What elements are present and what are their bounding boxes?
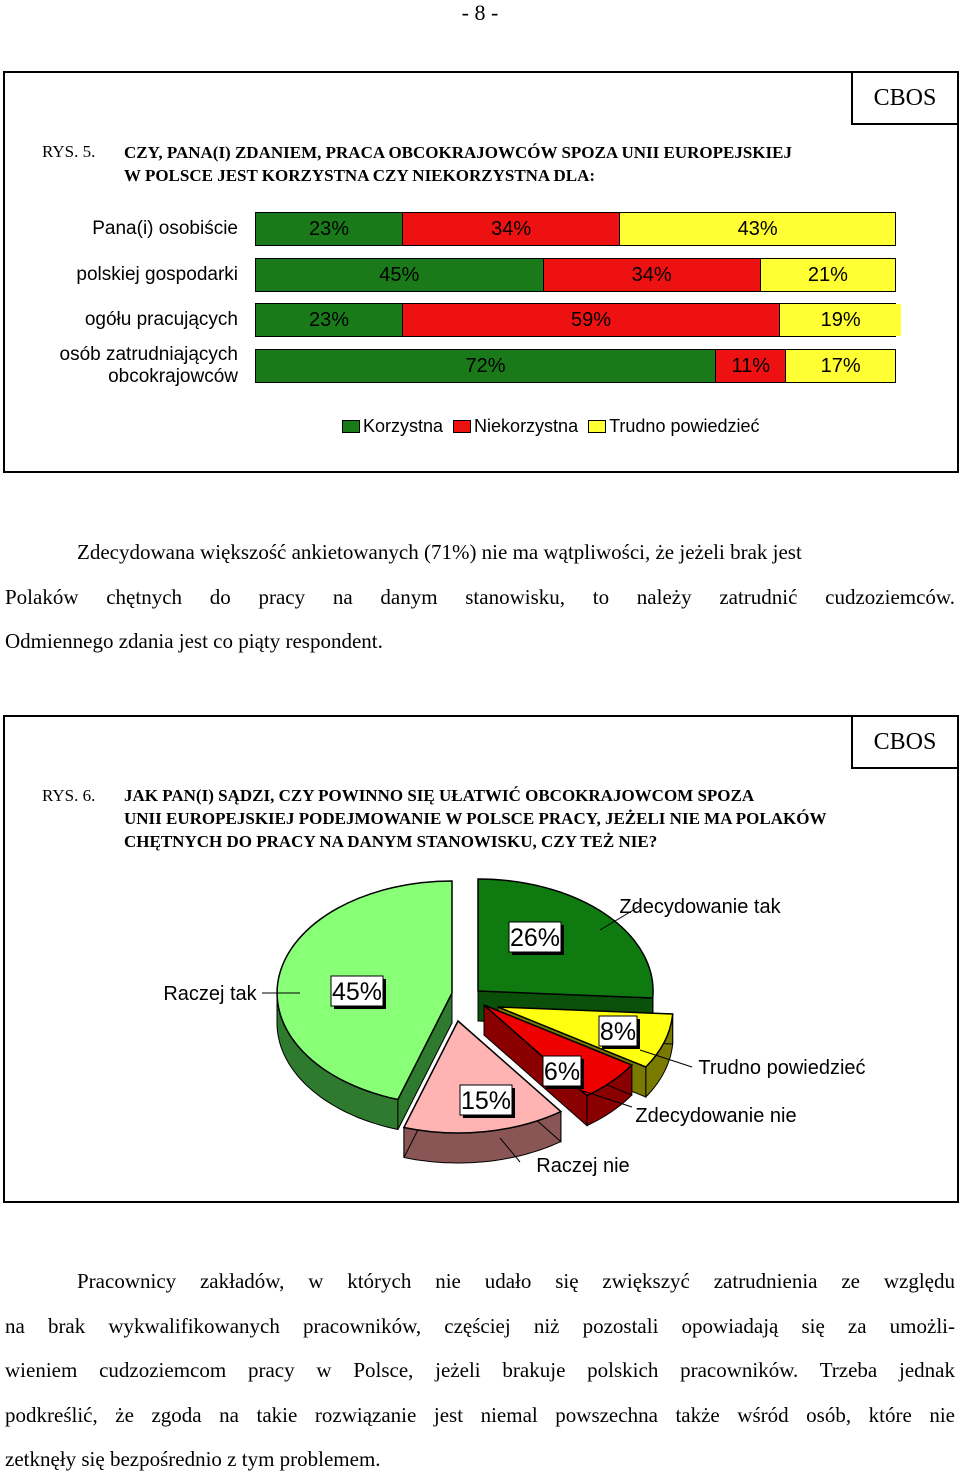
bar-segment-korzystna (256, 304, 403, 336)
bar-segment-niekorzystna (403, 213, 620, 245)
page-number: - 8 - (0, 0, 960, 26)
legend-swatch (342, 420, 360, 433)
pie-category-label: Raczej tak (163, 983, 257, 1005)
bar-value-label: 59% (571, 309, 611, 332)
bar-value-label: 43% (738, 218, 778, 241)
legend-swatch (453, 420, 471, 433)
pie-value-label: 45% (332, 978, 382, 1006)
bar-value-label: 23% (309, 218, 349, 241)
figure6-title-line1: JAK PAN(I) SĄDZI, CZY POWINNO SIĘ UŁATWIĆ OBCOKRAJOWCOM SPOZA (124, 784, 826, 807)
figure6-title-line3: CHĘTNYCH DO PRACY NA DANYM STANOWISKU, CZY TEŻ NIE? (124, 830, 826, 853)
paragraph-1-line3: Odmiennego zdania jest co piąty respondent. (5, 619, 955, 664)
figure6-cbos-badge: CBOS (851, 715, 959, 769)
bar-segment-niekorzystna (403, 304, 780, 336)
figure5-label: RYS. 5. (42, 142, 95, 162)
stacked-bar-chart (0, 0, 960, 480)
stacked-bar (255, 303, 896, 337)
bar-segment-niekorzystna (716, 350, 786, 382)
pie-chart (0, 860, 960, 1200)
figure6-label: RYS. 6. (42, 786, 95, 806)
bar-category-label (85, 309, 238, 331)
bar-segment-korzystna (256, 259, 544, 291)
pie-category-label: Zdecydowanie tak (619, 896, 781, 918)
bar-value-label: 11% (731, 355, 770, 378)
bar-category-label-line: obcokrajowców (60, 366, 239, 388)
bar-segment-niekorzystna (544, 259, 761, 291)
paragraph-2-line5: zetknęły się bezpośrednio z tym problemem. (5, 1437, 955, 1482)
stacked-bar (255, 212, 896, 246)
bar-value-label: 72% (466, 355, 506, 378)
bar-value-label: 19% (821, 309, 861, 332)
pie-value-label: 6% (544, 1058, 580, 1086)
pie-category-label: Raczej nie (536, 1155, 629, 1177)
bar-segment-trudno-powiedzieć (780, 304, 901, 336)
pie-value-label: 26% (510, 924, 560, 952)
bar-value-label: 23% (309, 309, 349, 332)
figure6-title (124, 784, 826, 853)
paragraph-2-line4: podkreślić, że zgoda na takie rozwiązanie jest niemal powszechna także wśród osób, które nie (5, 1393, 955, 1438)
pie-category-label: Zdecydowanie nie (635, 1105, 796, 1127)
bar-segment-korzystna (256, 213, 403, 245)
bar-value-label: 34% (491, 218, 531, 241)
bar-value-label: 45% (379, 264, 419, 287)
bar-chart-legend (342, 414, 770, 438)
bar-segment-trudno-powiedzieć (620, 213, 895, 245)
bar-category-label (60, 344, 239, 388)
bar-category-label (92, 218, 238, 240)
bar-value-label: 21% (808, 264, 848, 287)
legend-label: Korzystna (363, 416, 443, 437)
paragraph-2-line3: wieniem cudzoziemcom pracy w Polsce, jeżeli brakuje polskich pracowników. Trzeba jednak (5, 1348, 955, 1393)
pie-value-label: 8% (600, 1018, 636, 1046)
paragraph-1-line2: Polaków chętnych do pracy na danym stanowisku, to należy zatrudnić cudzoziemców. (5, 575, 955, 620)
bar-category-label (76, 264, 238, 286)
stacked-bar (255, 258, 896, 292)
stacked-bar (255, 349, 896, 383)
legend-item (453, 416, 578, 437)
paragraph-2 (5, 1259, 955, 1482)
bar-segment-trudno-powiedzieć (786, 350, 895, 382)
bar-segment-korzystna (256, 350, 716, 382)
figure6-title-line2: UNII EUROPEJSKIEJ PODEJMOWANIE W POLSCE PRACY, JEŻELI NIE MA POLAKÓW (124, 807, 826, 830)
legend-item (342, 416, 443, 437)
bar-value-label: 34% (632, 264, 672, 287)
pie-category-label: Trudno powiedzieć (698, 1057, 865, 1079)
paragraph-2-line2: na brak wykwalifikowanych pracowników, częściej niż pozostali opowiadają się za umożli- (5, 1304, 955, 1349)
bar-category-label-line: osób zatrudniających (60, 344, 239, 366)
legend-swatch (588, 420, 606, 433)
figure5-cbos-badge: CBOS (851, 71, 959, 125)
bar-category-label-line: ogółu pracujących (85, 309, 238, 331)
pie-value-label: 15% (461, 1087, 511, 1115)
legend-label: Niekorzystna (474, 416, 578, 437)
bar-category-label-line: Pana(i) osobiście (92, 218, 238, 240)
figure5-title-line1: CZY, PANA(I) ZDANIEM, PRACA OBCOKRAJOWCÓW SPOZA UNII EUROPEJSKIEJ (124, 141, 792, 164)
paragraph-1 (5, 530, 955, 664)
bar-segment-trudno-powiedzieć (761, 259, 895, 291)
figure5-title-line2: W POLSCE JEST KORZYSTNA CZY NIEKORZYSTNA DLA: (124, 164, 792, 187)
paragraph-2-line1: Pracownicy zakładów, w których nie udało się zwiększyć zatrudnienia ze względu (5, 1259, 955, 1304)
bar-value-label: 17% (821, 355, 861, 378)
legend-label: Trudno powiedzieć (609, 416, 759, 437)
legend-item (588, 416, 759, 437)
bar-category-label-line: polskiej gospodarki (76, 264, 238, 286)
paragraph-1-line1: Zdecydowana większość ankietowanych (71%) nie ma wątpliwości, że jeżeli brak jest (5, 530, 955, 575)
